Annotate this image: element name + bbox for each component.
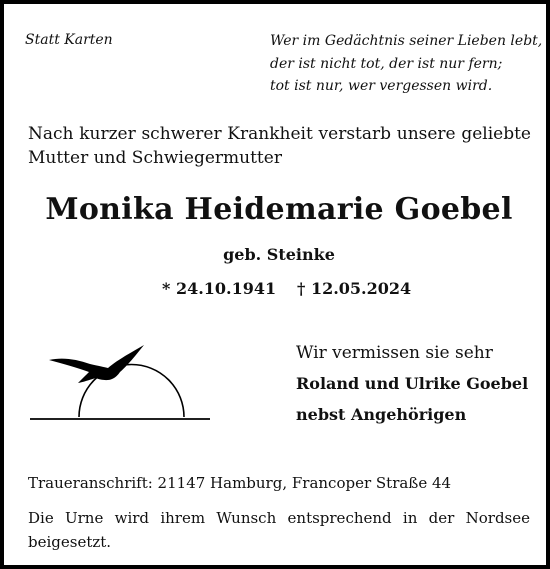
statt-karten-label: Statt Karten (25, 32, 113, 48)
memorial-quote (270, 30, 543, 98)
quote-line-3: tot ist nur, wer vergessen wird. (270, 78, 493, 94)
mourner-names: Roland und Ulrike Goebel (296, 374, 529, 393)
quote-line-1: Wer im Gedächtnis seiner Lieben lebt, (270, 33, 543, 49)
deceased-name: Monika Heidemarie Goebel (45, 192, 513, 227)
bird-over-setting-sun-icon (24, 337, 214, 427)
death-date: † 12.05.2024 (297, 279, 412, 298)
mourner-relatives: nebst Angehörigen (296, 405, 467, 424)
mourning-address: Traueranschrift: 21147 Hamburg, Francoper Straße 44 (28, 474, 452, 492)
maiden-name: geb. Steinke (223, 245, 335, 264)
birth-date: * 24.10.1941 (162, 279, 277, 298)
quote-line-2: der ist nicht tot, der ist nur fern; (270, 55, 503, 72)
intro-text: Nach kurzer schwerer Krankheit verstarb unsere geliebte Mutter und Schwiegermutter (28, 124, 531, 168)
mourner-message: Wir vermissen sie sehr (296, 343, 493, 363)
burial-note: Die Urne wird ihrem Wunsch entsprechend in der Nordsee beigesetzt. (28, 509, 530, 551)
